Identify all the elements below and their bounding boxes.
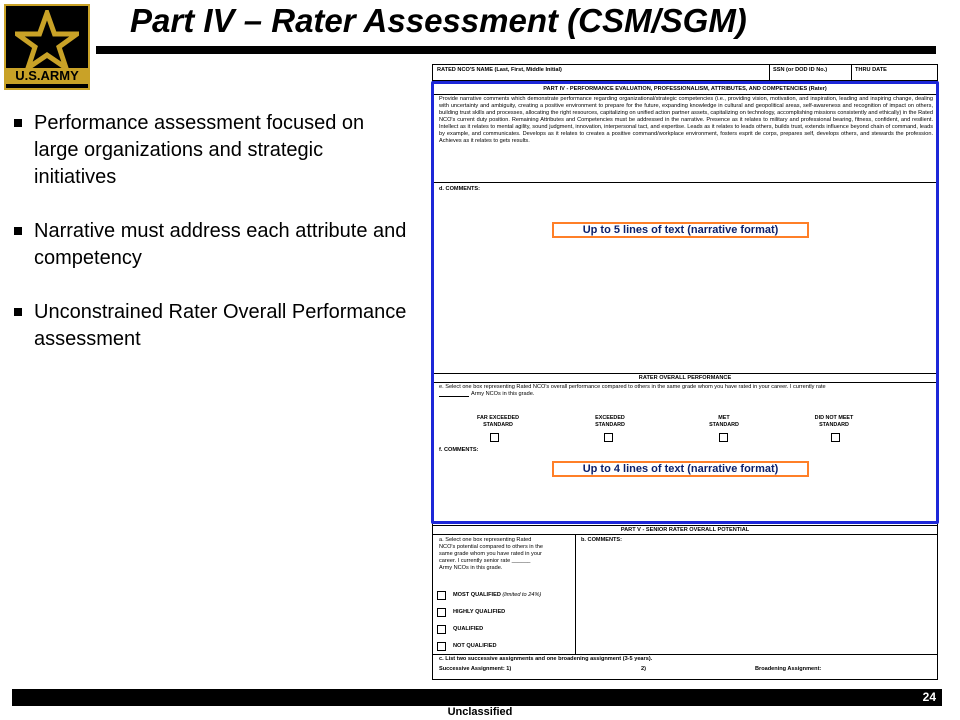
part-iv-heading: PART IV - PERFORMANCE EVALUATION, PROFESSIONALISM, ATTRIBUTES, AND COMPETENCIES (Rater): [543, 86, 827, 92]
successive-assignment-label: Successive Assignment: 1): [439, 666, 512, 672]
ssn-label: SSN (or DOD ID No.): [773, 67, 828, 73]
part-v-heading: PART V - SENIOR RATER OVERALL POTENTIAL: [620, 527, 750, 533]
broadening-assignment-label: Broadening Assignment:: [755, 666, 822, 672]
far-exceeded-label: FAR EXCEEDED STANDARD: [477, 415, 519, 428]
square-bullet-icon: [14, 308, 22, 316]
highly-qualified-label: HIGHLY QUALIFIED: [453, 609, 506, 615]
bullet-item: [14, 110, 409, 191]
star-icon: [15, 10, 79, 70]
rater-overall-instruction-2: Army NCOs in this grade.: [471, 391, 535, 397]
comments-d-label: d. COMMENTS:: [439, 186, 481, 192]
bullet-list: [14, 110, 409, 380]
qualified-checkbox[interactable]: [437, 625, 446, 634]
part-iv-instructions: Provide narrative comments which demonstrate performance regarding organizational/strategic competencies (i.e., providing vision, motivation, and inspiration, leading and inspiring change, dealing with uncertainty and ambiguity, creating a positive environment to prepare for the future, expanding knowledge in cultural and geopolitical areas, self-awareness and recognition of impact on others, building trust skills and processes, allocating the right resources, capitalizing on unified action partner assets, capitalizing on technology, accomplishing missions consistently and ethically) in the Rated NCO's current duty position. Remaining Attributes and Competencies must be addressed in the narrative. Presence as it relates to military and professional bearing, fitness, confident, and resilient. Intellect as it relates to mental agility, sound judgment, innovation, interpersonal tact, and expertise. Leads as it relates to leads others, builds trust, extends influence beyond chain of command, leads by example, and communicates. Develops as it relates to creates a positive command/workplace environment, fosters esprit de corps, prepares self, develops others, and stewards the profession. Achieves as it relates to gets results.: [439, 96, 933, 144]
title-underline: [96, 46, 936, 54]
assignments-label: c. List two successive assignments and one broadening assignment (3-5 years).: [439, 656, 653, 662]
rater-overall-heading: RATER OVERALL PERFORMANCE: [638, 375, 732, 381]
us-army-logo: [4, 4, 90, 90]
comments-b-label: b. COMMENTS:: [581, 537, 623, 543]
page-title: Part IV – Rater Assessment (CSM/SGM): [130, 2, 747, 39]
did-not-meet-label: DID NOT MEET STANDARD: [814, 415, 854, 428]
second-assignment-label: 2): [641, 666, 646, 672]
met-standard-label: MET STANDARD: [709, 415, 739, 428]
exceeded-label: EXCEEDED STANDARD: [595, 415, 625, 428]
not-qualified-label: NOT QUALIFIED: [453, 643, 497, 649]
bullet-text: Unconstrained Rater Overall Performance assessment: [34, 301, 407, 350]
part-iv-highlight-frame: [431, 81, 939, 524]
bullet-item: [14, 218, 409, 272]
logo-wordmark: U.S.ARMY: [6, 68, 88, 84]
square-bullet-icon: [14, 119, 22, 127]
footer-bar: [12, 689, 942, 706]
four-lines-callout: Up to 4 lines of text (narrative format): [552, 461, 809, 477]
not-qualified-checkbox[interactable]: [437, 642, 446, 651]
page-number: 24: [922, 690, 936, 704]
part-v-select-text: a. Select one box representing Rated NCO's potential compared to others in the same grade whom you have rated in your career. I currently senior rate ______ Army NCOs in this grade.: [439, 537, 543, 571]
bullet-text: Performance assessment focused on large organizations and strategic initiatives: [34, 112, 365, 188]
qualified-label: QUALIFIED: [453, 626, 484, 632]
comments-f-label: f. COMMENTS:: [439, 447, 479, 453]
rater-overall-instruction: e. Select one box representing Rated NCO's overall performance compared to others in the same grade whom you have rated in your career. I currently rate: [439, 384, 826, 390]
thru-date-label: THRU DATE: [855, 67, 887, 73]
square-bullet-icon: [14, 227, 22, 235]
highly-qualified-checkbox[interactable]: [437, 608, 446, 617]
bullet-item: [14, 299, 409, 353]
five-lines-callout: Up to 5 lines of text (narrative format): [552, 222, 809, 238]
classification-label: Unclassified: [447, 706, 513, 718]
bullet-text: Narrative must address each attribute and competency: [34, 220, 407, 269]
most-qualified-label: MOST QUALIFIED (limited to 24%): [453, 592, 542, 598]
rated-nco-name-label: RATED NCO'S NAME (Last, First, Middle Initial): [437, 67, 562, 73]
most-qualified-checkbox[interactable]: [437, 591, 446, 600]
